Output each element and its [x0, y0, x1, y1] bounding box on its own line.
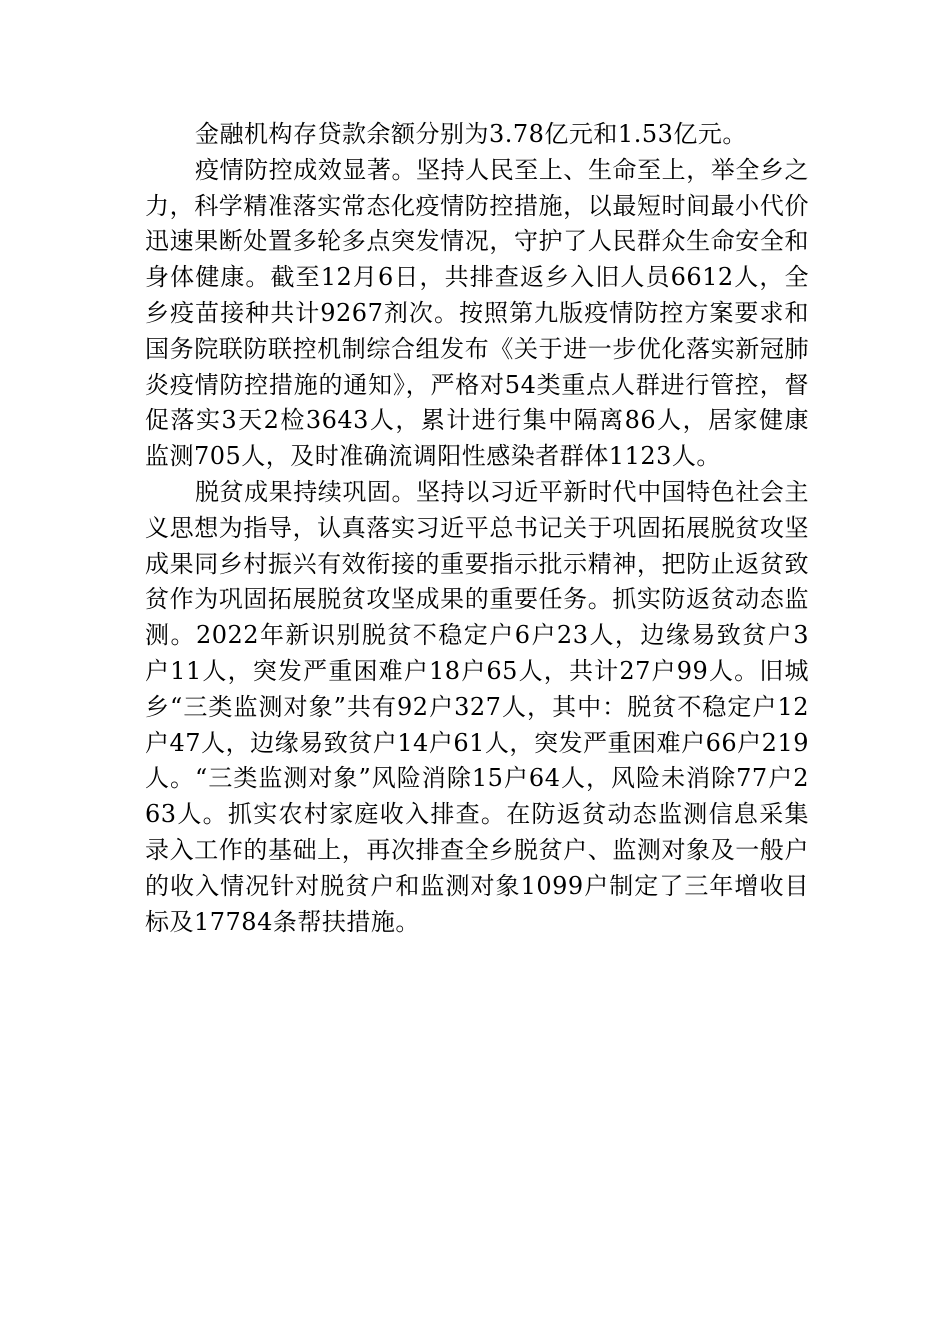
- document-body: [145, 117, 809, 940]
- paragraph-epidemic-control: 疫情防控成效显著。坚持人民至上、生命至上，举全乡之力，科学精准落实常态化疫情防控措施，以最短时间最小代价迅速果断处置多轮多点突发情况，守护了人民群众生命安全和身体健康。截至12月6日，共排查返乡入旧人员6612人，全乡疫苗接种共计9267剂次。按照第九版疫情防控方案要求和国务院联防联控机制综合组发布《关于进一步优化落实新冠肺炎疫情防控措施的通知》，严格对54类重点人群进行管控，督促落实3天2检3643人，累计进行集中隔离86人，居家健康监测705人，及时准确流调阳性感染者群体1123人。: [145, 155, 809, 471]
- paragraph-poverty-alleviation: 脱贫成果持续巩固。坚持以习近平新时代中国特色社会主义思想为指导，认真落实习近平总书记关于巩固拓展脱贫攻坚成果同乡村振兴有效衔接的重要指示批示精神，把防止返贫致贫作为巩固拓展脱贫攻坚成果的重要任务。抓实防返贫动态监测。2022年新识别脱贫不稳定户6户23人，边缘易致贫户3户11人，突发严重困难户18户65人，共计27户99人。旧城乡“三类监测对象”共有92户327人，其中：脱贫不稳定户12户47人，边缘易致贫户14户61人，突发严重困难户66户219人。“三类监测对象”风险消除15户64人，风险未消除77户263人。抓实农村家庭收入排查。在防返贫动态监测信息采集录入工作的基础上，再次排查全乡脱贫户、监测对象及一般户的收入情况针对脱贫户和监测对象1099户制定了三年增收目标及17784条帮扶措施。: [145, 477, 809, 936]
- paragraph-financial-balance: 金融机构存贷款余额分别为3.78亿元和1.53亿元。: [195, 120, 747, 148]
